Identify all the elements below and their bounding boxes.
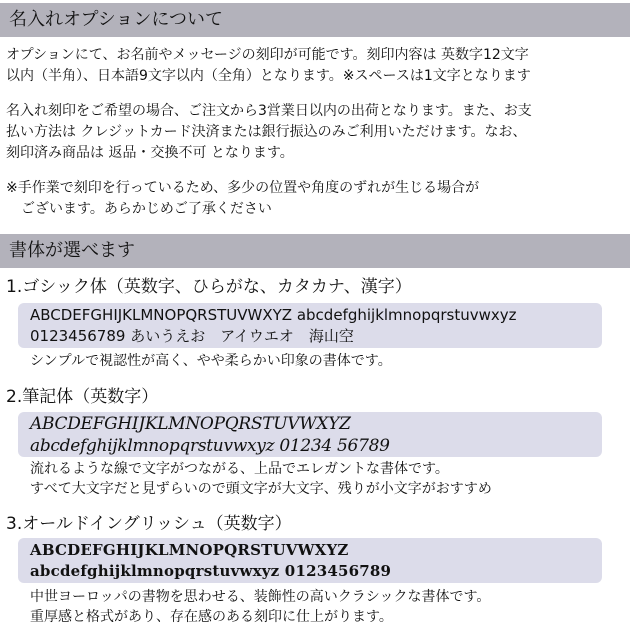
font-script-sample-line-1: ABCDEFGHIJKLMNOPQRSTUVWXYZ	[30, 414, 351, 434]
engraving-option-header	[0, 3, 630, 37]
font-selection-header	[0, 234, 630, 268]
intro-line-1: オプションにて、お名前やメッセージの刻印が可能です。刻印内容は 英数字12文字	[6, 47, 529, 63]
font-old-english-sample	[18, 538, 602, 583]
engraving-option-title: 名入れオプションについて	[9, 9, 224, 30]
note-line-2: ございます。あらかじめご了承ください	[21, 201, 272, 217]
font-old-english-description	[30, 587, 490, 627]
font-script-desc-line-1: 流れるような線で文字がつながる、上品でエレガントな書体です。	[30, 461, 449, 477]
font-old-english-sample-line-2: abcdefghijklmnopqrstuvwxyz 0123456789	[30, 562, 392, 580]
font-selection-title: 書体が選べます	[9, 240, 135, 261]
font-old-english-sample-line-1: ABCDEFGHIJKLMNOPQRSTUVWXYZ	[30, 541, 349, 559]
font-old-english-desc-line-2: 重厚感と格式があり、存在感のある刻印に仕上がります。	[30, 609, 393, 625]
font-script-sample-line-2: abcdefghijklmnopqrstuvwxyz 01234 56789	[30, 436, 390, 456]
font-gothic-sample-line-2: 0123456789 あいうえお アイウエオ 海山空	[30, 327, 354, 345]
order-paragraph	[6, 101, 626, 164]
font-gothic-description	[30, 351, 392, 371]
font-script-sample	[18, 412, 602, 457]
intro-line-2: 以内（半角）、日本語9文字以内（全角）となります。※スペースは1文字となります	[6, 68, 531, 84]
font-gothic-sample	[18, 303, 602, 348]
intro-paragraph	[6, 45, 626, 87]
font-script-title: 2.筆記体（英数字）	[6, 387, 159, 407]
note-line-1: ※手作業で刻印を行っているため、多少の位置や角度のずれが生じる場合が	[6, 180, 480, 196]
order-line-2: 払い方法は クレジットカード決済または銀行振込のみご利用いただけます。なお、	[6, 124, 527, 140]
font-old-english-title: 3.オールドイングリッシュ（英数字）	[6, 514, 292, 534]
font-script-description	[30, 459, 492, 499]
order-line-3: 刻印済み商品は 返品・交換不可 となります。	[6, 145, 294, 161]
font-script-desc-line-2: すべて大文字だと見ずらいので頭文字が大文字、残りが小文字がおすすめ	[30, 481, 492, 497]
font-gothic-desc-line-1: シンプルで視認性が高く、やや柔らかい印象の書体です。	[30, 353, 392, 369]
font-old-english-desc-line-1: 中世ヨーロッパの書物を思わせる、装飾性の高いクラシックな書体です。	[30, 589, 491, 605]
order-line-1: 名入れ刻印をご希望の場合、ご注文から3営業日以内の出荷となります。また、お支	[6, 103, 532, 119]
note-paragraph	[6, 178, 626, 220]
font-gothic-title: 1.ゴシック体（英数字、ひらがな、カタカナ、漢字）	[6, 277, 412, 297]
font-gothic-sample-line-1: ABCDEFGHIJKLMNOPQRSTUVWXYZ abcdefghijklmnopqrstuvwxyz	[30, 306, 517, 324]
